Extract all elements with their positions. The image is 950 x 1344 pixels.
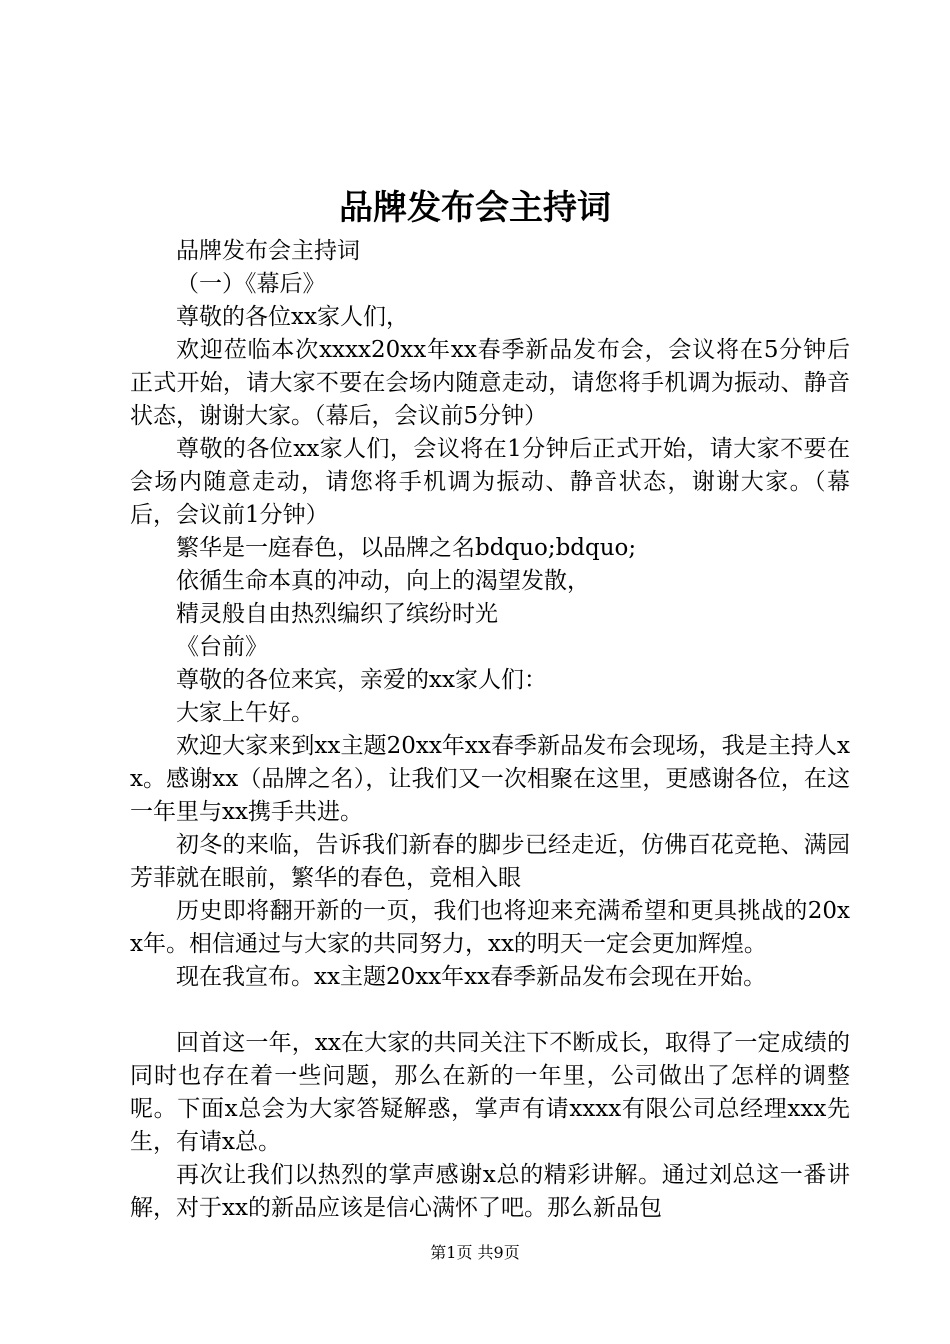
- paragraph: 欢迎莅临本次xxxx20xx年xx春季新品发布会，会议将在5分钟后正式开始，请大家不要在会场内随意走动，请您将手机调为振动、静音状态，谢谢大家。（幕后，会议前5分钟）: [130, 337, 850, 429]
- blank-line: [130, 994, 850, 1027]
- paragraph: 初冬的来临，告诉我们新春的脚步已经走近，仿佛百花竞艳、满园芳菲就在眼前，繁华的春色，竞相入眼: [130, 832, 850, 891]
- paragraph: 尊敬的各位xx家人们，: [176, 304, 409, 330]
- paragraph: 尊敬的各位来宾，亲爱的xx家人们：: [176, 667, 547, 693]
- paragraph: （一）《幕后》: [176, 271, 326, 297]
- document-body: [130, 235, 850, 1225]
- paragraph: 品牌发布会主持词: [176, 238, 360, 264]
- paragraph: 精灵般自由热烈编织了缤纷时光: [176, 601, 498, 627]
- paragraph: 历史即将翻开新的一页，我们也将迎来充满希望和更具挑战的20xx年。相信通过与大家的共同努力，xx的明天一定会更加辉煌。: [130, 898, 850, 957]
- paragraph: 再次让我们以热烈的掌声感谢x总的精彩讲解。通过刘总这一番讲解，对于xx的新品应该是信心满怀了吧。那么新品包: [130, 1162, 850, 1221]
- paragraph: 现在我宣布。xx主题20xx年xx春季新品发布会现在开始。: [176, 964, 767, 990]
- paragraph: 尊敬的各位xx家人们，会议将在1分钟后正式开始，请大家不要在会场内随意走动，请您将手机调为振动、静音状态，谢谢大家。（幕后，会议前1分钟）: [130, 436, 850, 528]
- paragraph: 《台前》: [176, 634, 268, 660]
- paragraph: 依循生命本真的冲动，向上的渴望发散，: [176, 568, 590, 594]
- document-title: 品牌发布会主持词: [339, 188, 611, 228]
- page-footer: 第1页 共9页: [430, 1243, 520, 1262]
- paragraph: 繁华是一庭春色，以品牌之名bdquo;bdquo;: [176, 535, 637, 561]
- paragraph: 大家上午好。: [176, 700, 314, 726]
- paragraph: 欢迎大家来到xx主题20xx年xx春季新品发布会现场，我是主持人xx。感谢xx（品牌之名），让我们又一次相聚在这里，更感谢各位，在这一年里与xx携手共进。: [130, 733, 850, 825]
- paragraph: 回首这一年，xx在大家的共同关注下不断成长，取得了一定成绩的同时也存在着一些问题，那么在新的一年里，公司做出了怎样的调整呢。下面x总会为大家答疑解惑，掌声有请xxxx有限公司总经理xxx先生，有请x总。: [130, 1030, 850, 1155]
